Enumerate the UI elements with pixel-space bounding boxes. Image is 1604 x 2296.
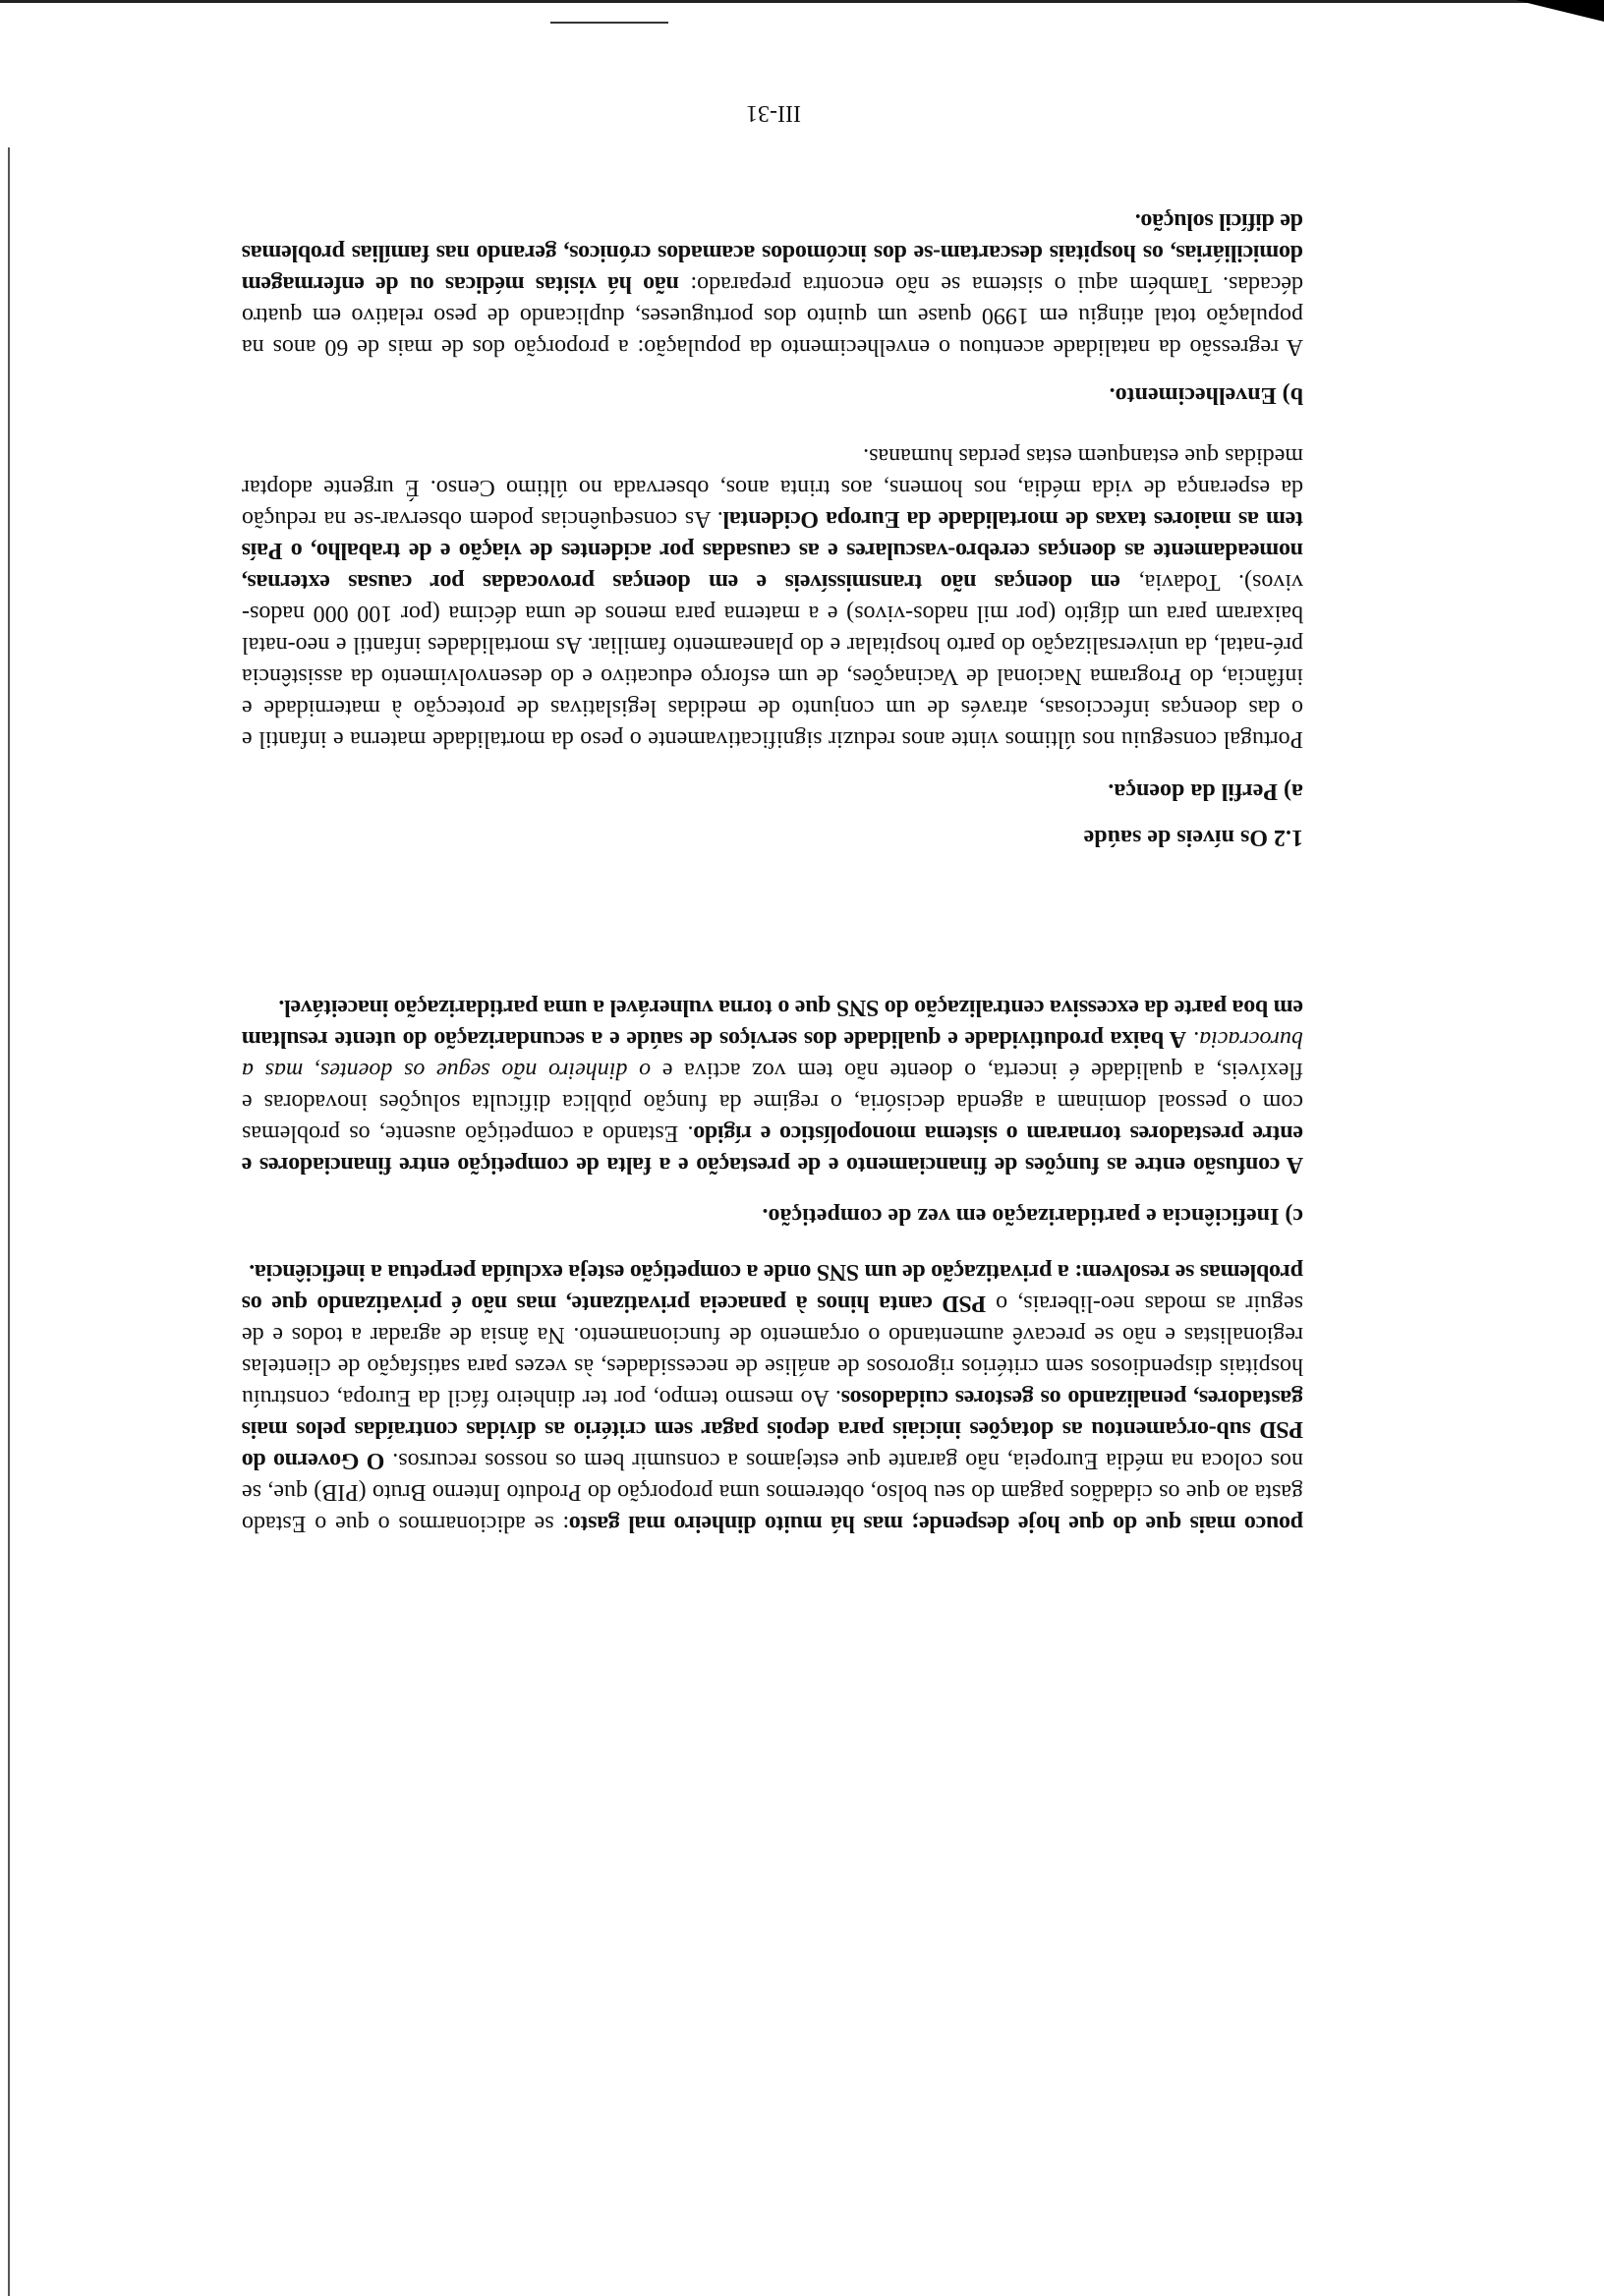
- heading-c: c) Ineficiência e partidarização em vez de competição.: [762, 1203, 1303, 1229]
- paragraph-funding: [242, 1256, 1303, 1539]
- paragraph-disease-profile: [242, 440, 1303, 755]
- text-bold: não há visitas médicas ou de enfermagem domiciliárias, os hospitais descartam-se dos incómodos acamados crónicos, gerando nas famílias problemas de difícil solução.: [241, 208, 1303, 297]
- text-bold: pouco mais que do que hoje despende; mas há muito dinheiro mal gasto: [569, 1511, 1303, 1536]
- text-bold: em doenças não transmissíveis e em doenças provocadas por causas externas, nomeadamente as doenças cerebro-vasculares e as causadas por acidentes de viação e de trabalho, o País tem as maiores taxas de mortalidade da Europa Ocidental: [241, 506, 1303, 595]
- text: .: [1185, 1026, 1200, 1052]
- section-heading-1-2: 1.2 Os níveis de saúde: [1083, 825, 1303, 850]
- text-bold: A confusão entre as funções de financiamento e de prestação e a falta de competição entre financiadores e entre prestadores tornaram o sistema monopolístico e rígido: [242, 1120, 1303, 1177]
- paragraph-inefficiency: [242, 992, 1303, 1180]
- paragraph-ageing: [242, 205, 1303, 363]
- paragraph: [242, 440, 1303, 755]
- text: . As consequências podem observar-se na redução da esperança de vida média, nos homens, aos trinta anos, observada no último Censo. É urgente adoptar medidas que estanquem estas perdas humanas.: [242, 443, 1303, 532]
- text-bold: O Governo do PSD sub-orçamentou as dotações iniciais para depois pagar sem critério as dívidas contraídas pelos mais gastadores, penalizando os gestores cuidadosos: [242, 1385, 1303, 1473]
- text: Portugal conseguiu nos últimos vinte anos reduzir significativamente o peso da mortalidade materna e infantil e o das doenças infecciosas, através de um conjunto de medidas legislativas de protecção à maternidade e infância, do Programa Nacional de Vacinações, de um esforço educativo e do desenvolvimento da assistência pré-natal, da universalização do parto hospitalar e do planeamento familiar. As mortalidades infantil e neo-natal baixaram para um dígito (por mil nados-vivos) e a materna para menos de uma décima (por 100 000 nados-vivos). Todavia,: [242, 569, 1303, 752]
- heading-b: b) Envelhecimento.: [1109, 382, 1303, 408]
- page-number: III-31: [746, 100, 801, 126]
- text-italic: o dinheiro não segue os doentes, mas a burocracia: [241, 1026, 1303, 1083]
- text-bold: A baixa produtividade e qualidade dos serviços de saúde e a secundarização do utente resultam em boa parte da excessiva centralização do SNS que o torna vulnerável a uma partidarização inaceitável.: [241, 995, 1303, 1052]
- text: . Ao mesmo tempo, por ter dinheiro fácil da Europa, construíu hospitais dispendiosos sem critérios rigorosos de análise de necessidades, às vezes para satisfação de clientelas regionalistas e não se precavê aumentando o orçamento de funcionamento. Na ânsia de agradar a todos e de seguir as modas neo-liberais, o: [242, 1291, 1303, 1410]
- text: : se adicionarmos o que o Estado gasta ao que os cidadãos pagam do seu bolso, obteremos uma proporção do Produto Interno Bruto (PIB) que, se nos coloca na média Europeia, não garante que estejamos a consumir bem os nossos recursos.: [242, 1448, 1303, 1536]
- heading-a: a) Perfil da doença.: [1108, 778, 1303, 804]
- text: . Estando a competição ausente, os problemas com o pessoal dominam a agenda decisória, o regime da função pública dificulta soluções inovadoras e flexíveis, a qualidade é incerta, o doente não tem voz activa e: [242, 1058, 1303, 1146]
- paragraph: [242, 205, 1303, 363]
- text: A regressão da natalidade acentuou o envelhecimento da população: a proporção dos de mais de 60 anos na população total atingiu em 1990 quase um quinto dos portugueses, duplicando de peso relativo em quatro décadas. Também aqui o sistema se não encontra preparado:: [242, 271, 1303, 360]
- paragraph: [242, 992, 1303, 1180]
- paragraph: [242, 1256, 1303, 1539]
- text-bold: PSD canta hinos à panaceia privatizante, mas não é privatizando que os problemas se resolvem: a privatização de um SNS onde a competição esteja excluída perpetua a ineficiência.: [241, 1259, 1303, 1316]
